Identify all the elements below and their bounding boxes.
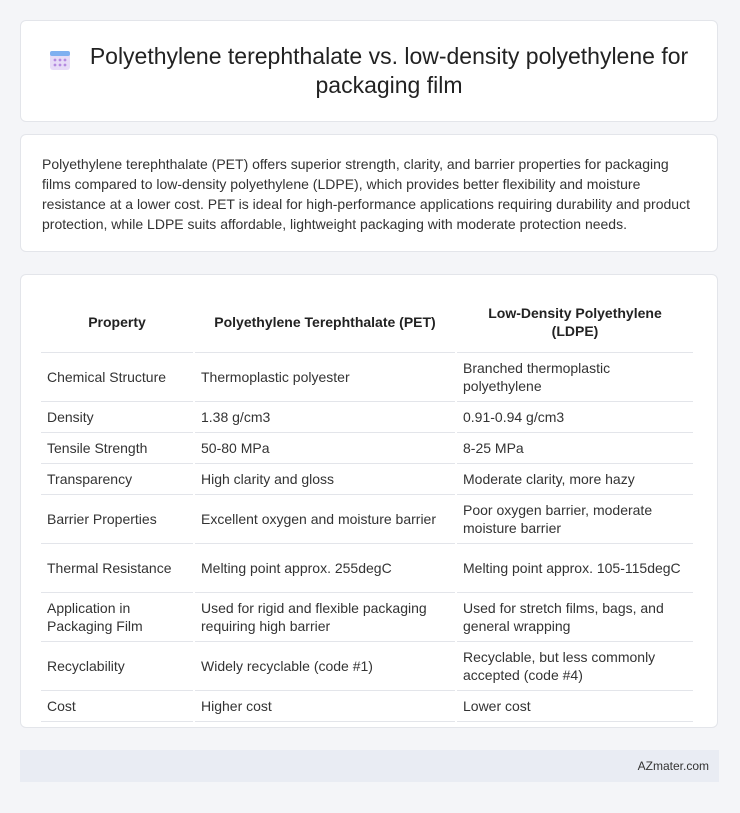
row-pet-value: Used for rigid and flexible packaging requiring high barrier xyxy=(195,593,455,642)
row-property: Barrier Properties xyxy=(41,495,193,544)
table-row xyxy=(41,544,693,593)
table-row xyxy=(41,495,693,544)
row-ldpe-value: 0.91-0.94 g/cm3 xyxy=(457,402,693,433)
row-pet-value: High clarity and gloss xyxy=(195,464,455,495)
footer-site-link[interactable]: AZmater.com xyxy=(637,759,709,773)
header-ldpe: Low-Density Polyethylene (LDPE) xyxy=(457,291,693,353)
row-property: Thermal Resistance xyxy=(41,544,193,593)
row-property: Transparency xyxy=(41,464,193,495)
row-pet-value: Widely recyclable (code #1) xyxy=(195,642,455,691)
row-ldpe-value: Lower cost xyxy=(457,691,693,722)
row-property: Chemical Structure xyxy=(41,353,193,402)
header-property: Property xyxy=(41,291,193,353)
page-title: Polyethylene terephthalate vs. low-density polyethylene for packaging film xyxy=(89,43,689,98)
comparison-table xyxy=(39,291,695,722)
row-pet-value: 50-80 MPa xyxy=(195,433,455,464)
table-header-row xyxy=(41,291,693,353)
row-pet-value: Melting point approx. 255degC xyxy=(195,544,455,593)
row-ldpe-value: Recyclable, but less commonly accepted (code #4) xyxy=(457,642,693,691)
table-row xyxy=(41,353,693,402)
summary-text: Polyethylene terephthalate (PET) offers superior strength, clarity, and barrier properties for packaging films compared to low-density polyethylene (LDPE), which provides better flexibility and moisture resistance at a lower cost. PET is ideal for high-performance applications requiring durability and product protection, while LDPE suits affordable, lightweight packaging with moderate protection needs. xyxy=(42,156,690,232)
title-row xyxy=(49,42,689,100)
row-ldpe-value: Melting point approx. 105-115degC xyxy=(457,544,693,593)
table-row xyxy=(41,402,693,433)
calendar-grid-icon xyxy=(49,49,71,71)
row-property: Application in Packaging Film xyxy=(41,593,193,642)
table-row xyxy=(41,593,693,642)
title-card xyxy=(20,20,718,122)
footer xyxy=(20,750,719,782)
row-ldpe-value: Branched thermoplastic polyethylene xyxy=(457,353,693,402)
row-property: Density xyxy=(41,402,193,433)
table-row xyxy=(41,691,693,722)
row-property: Tensile Strength xyxy=(41,433,193,464)
row-pet-value: Thermoplastic polyester xyxy=(195,353,455,402)
row-pet-value: Excellent oxygen and moisture barrier xyxy=(195,495,455,544)
table-card xyxy=(20,274,718,728)
table-row xyxy=(41,464,693,495)
row-ldpe-value: Moderate clarity, more hazy xyxy=(457,464,693,495)
row-ldpe-value: Used for stretch films, bags, and general wrapping xyxy=(457,593,693,642)
row-property: Cost xyxy=(41,691,193,722)
row-ldpe-value: 8-25 MPa xyxy=(457,433,693,464)
row-property: Recyclability xyxy=(41,642,193,691)
table-row xyxy=(41,642,693,691)
row-pet-value: 1.38 g/cm3 xyxy=(195,402,455,433)
table-row xyxy=(41,433,693,464)
row-ldpe-value: Poor oxygen barrier, moderate moisture barrier xyxy=(457,495,693,544)
header-pet: Polyethylene Terephthalate (PET) xyxy=(195,291,455,353)
summary-card xyxy=(20,134,718,252)
row-pet-value: Higher cost xyxy=(195,691,455,722)
